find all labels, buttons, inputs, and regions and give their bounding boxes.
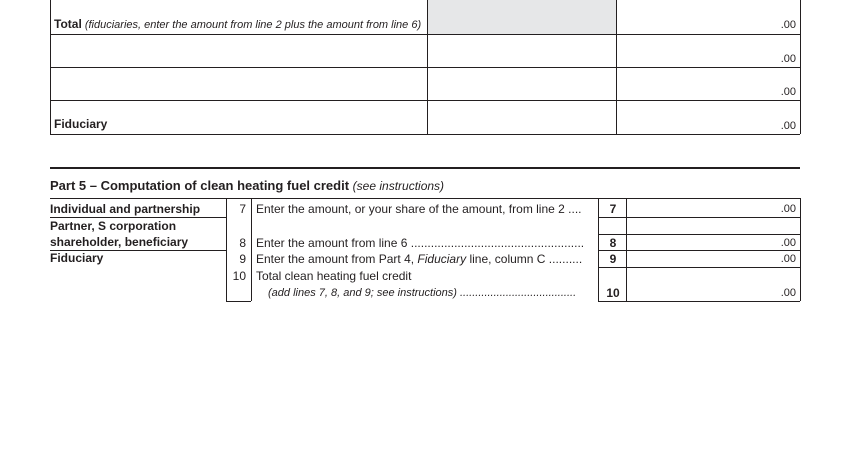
cents-suffix: .00 <box>780 53 796 65</box>
line-7-text: Enter the amount, or your share of the amount, from line 2 .... <box>256 202 582 216</box>
row3-col-b-input[interactable] <box>428 68 616 100</box>
row2-name-input[interactable] <box>51 35 427 67</box>
fiduciary-label: Fiduciary <box>50 251 104 265</box>
row-divider <box>50 134 800 135</box>
line-9-text: Enter the amount from Part 4, Fiduciary line, column C .......... <box>256 252 583 266</box>
col-divider <box>800 198 801 301</box>
row3-name-input[interactable] <box>51 68 427 100</box>
line-10-subtext: (add lines 7, 8, and 9; see instructions) ...................................... <box>268 287 577 299</box>
cents-suffix: .00 <box>780 86 796 98</box>
total-col-b-input[interactable] <box>428 1 616 34</box>
line-8-text: Enter the amount from line 6 .................................................... <box>256 236 585 250</box>
part5-title-note: (see instructions) <box>352 179 445 193</box>
cents-suffix: .00 <box>780 120 796 132</box>
col-divider <box>800 0 801 134</box>
cents-suffix: .00 <box>780 203 796 215</box>
line-10-text: Total clean heating fuel credit <box>256 269 412 283</box>
cents-suffix: .00 <box>780 253 796 265</box>
cents-suffix: .00 <box>780 237 796 249</box>
part5-title: Part 5 – Computation of clean heating fuel credit <box>50 178 350 193</box>
line-8-number: 8 <box>239 236 246 250</box>
partner-label-line2: shareholder, beneficiary <box>50 235 189 249</box>
line-9-number: 9 <box>239 252 246 266</box>
partner-label-line1: Partner, S corporation <box>50 219 177 233</box>
cents-suffix: .00 <box>780 19 796 31</box>
box-9-label: 9 <box>609 252 617 266</box>
col-divider <box>50 0 51 134</box>
cents-suffix: .00 <box>780 287 796 299</box>
label-divider <box>50 217 226 218</box>
row2-col-b-input[interactable] <box>428 35 616 67</box>
fiduciary-col-b-input[interactable] <box>428 101 616 134</box>
total-row-label <box>54 17 421 32</box>
total-label: Total <box>54 17 82 31</box>
col-bottom <box>226 301 251 302</box>
individual-partnership-label: Individual and partnership <box>50 202 201 216</box>
line-10-number: 10 <box>232 269 246 283</box>
box-7-label: 7 <box>609 202 617 216</box>
line-7-number: 7 <box>239 202 246 216</box>
col-divider <box>251 198 252 301</box>
box-8-label: 8 <box>609 236 617 250</box>
part5-heading <box>50 178 444 194</box>
section-rule <box>50 167 800 169</box>
box-divider <box>598 301 800 302</box>
total-note: (fiduciaries, enter the amount from line 2 plus the amount from line 6) <box>81 19 422 31</box>
box-10-label: 10 <box>606 286 620 300</box>
col-divider <box>226 198 227 301</box>
fiduciary-row-label: Fiduciary <box>54 117 108 131</box>
box-divider <box>598 217 800 218</box>
